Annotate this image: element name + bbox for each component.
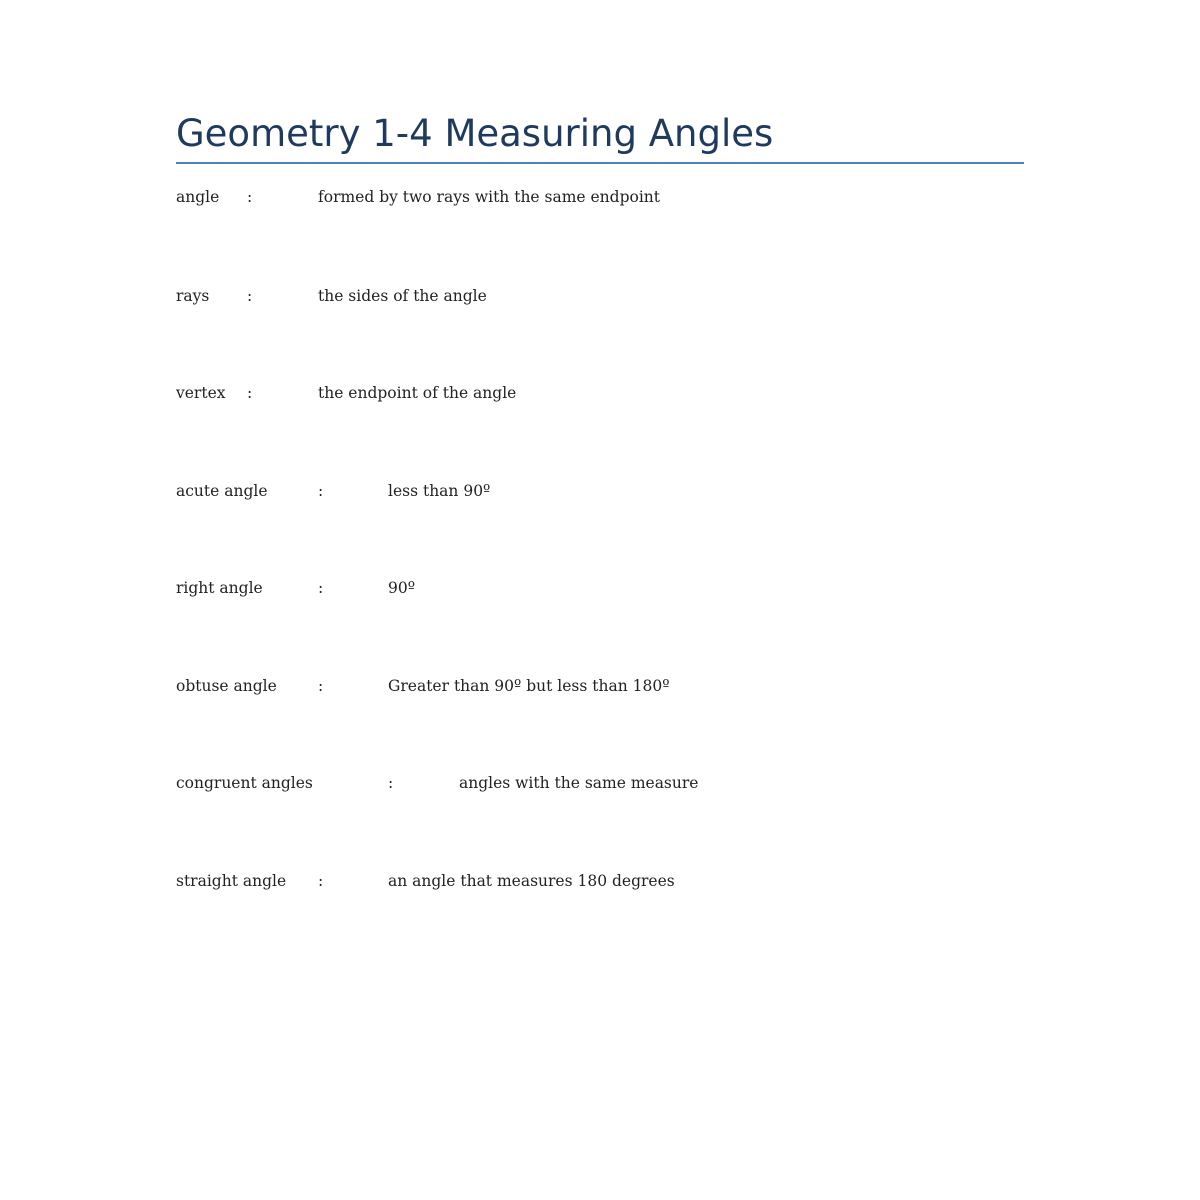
definition-term: vertex xyxy=(176,384,226,402)
definition-separator: : xyxy=(247,287,253,305)
definition-row xyxy=(0,869,1200,893)
definition-row xyxy=(0,381,1200,405)
definition-text: an angle that measures 180 degrees xyxy=(388,872,675,890)
definition-separator: : xyxy=(318,872,324,890)
definition-separator: : xyxy=(318,677,324,695)
definition-separator: : xyxy=(388,774,394,792)
definition-term: right angle xyxy=(176,579,263,597)
definition-row xyxy=(0,576,1200,600)
definition-term: congruent angles xyxy=(176,774,313,792)
definition-term: obtuse angle xyxy=(176,677,277,695)
definition-separator: : xyxy=(247,384,253,402)
definition-separator: : xyxy=(318,579,324,597)
definition-term: acute angle xyxy=(176,482,268,500)
definition-separator: : xyxy=(318,482,324,500)
definition-text: angles with the same measure xyxy=(459,774,699,792)
definition-row xyxy=(0,674,1200,698)
definition-row xyxy=(0,185,1200,209)
definition-term: straight angle xyxy=(176,872,287,890)
definition-text: less than 90º xyxy=(388,482,491,500)
definition-text: the sides of the angle xyxy=(318,287,487,305)
definition-term: rays xyxy=(176,287,210,305)
definition-row xyxy=(0,771,1200,795)
page-title: Geometry 1-4 Measuring Angles xyxy=(176,112,774,155)
definition-text: the endpoint of the angle xyxy=(318,384,517,402)
definition-term: angle xyxy=(176,188,220,206)
definition-text: formed by two rays with the same endpoint xyxy=(318,188,661,206)
definition-separator: : xyxy=(247,188,253,206)
definition-row xyxy=(0,479,1200,503)
definition-row xyxy=(0,284,1200,308)
definition-text: 90º xyxy=(388,579,416,597)
definition-text: Greater than 90º but less than 180º xyxy=(388,677,670,695)
